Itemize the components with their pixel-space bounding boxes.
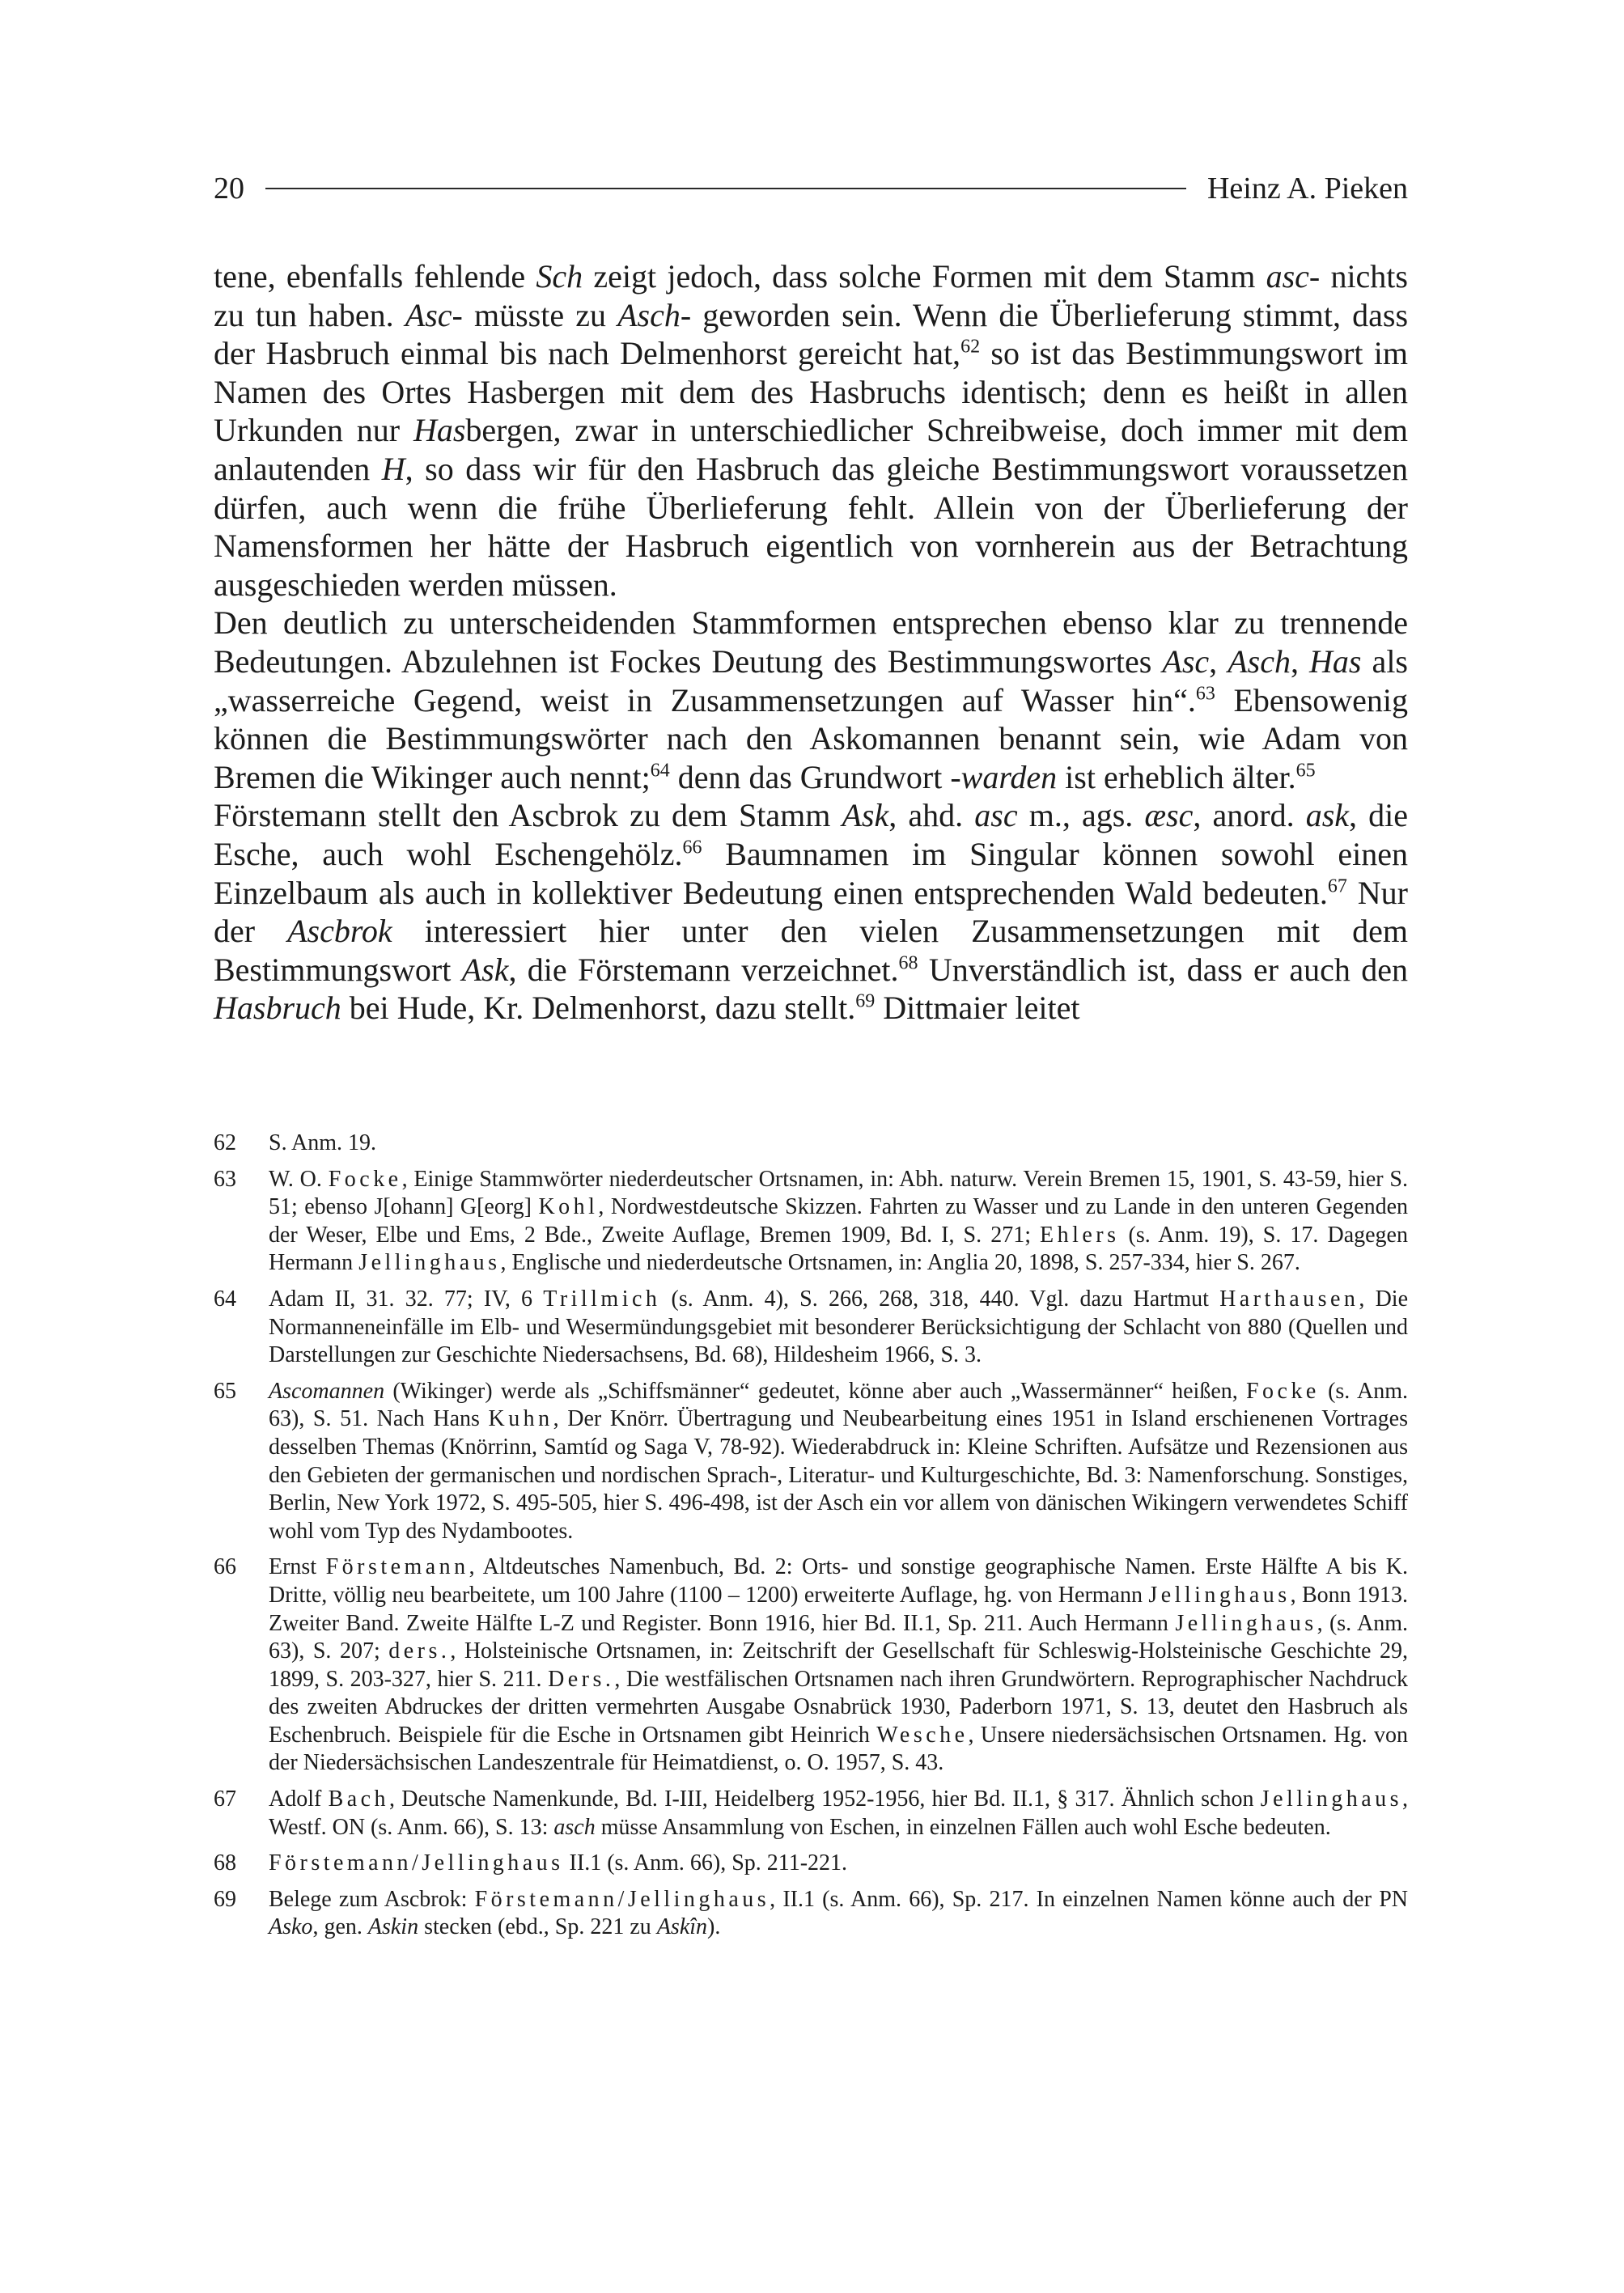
footnote-number: 68 — [214, 1850, 236, 1876]
body-text — [214, 257, 1408, 1028]
body-paragraph: tene, ebenfalls fehlende Sch zeigt jedoch, dass solche Formen mit dem Stamm asc- nichts zu tun haben. Asc- müsste zu Asch- geworden sein. Wenn die Überlieferung stimmt, dass der Hasbruch einmal bis nach Delmenhorst gereicht hat,$^{62}$ so ist das Bestimmungswort im Namen des Ortes Hasbergen mit dem des Hasbruchs identisch; denn es heißt in allen Urkunden nur Hasbergen, zwar in unterschiedlicher Schreibweise, doch immer mit dem anlautenden H, so dass wir für den Hasbruch das gleiche Bestimmungswort voraussetzen dürfen, auch wenn die frühe Überlieferung fehlt. Allein von der Überlieferung der Namensformen her hätte der Hasbruch eigentlich von vornherein aus der Betrachtung ausgeschieden werden müssen. — [214, 258, 1409, 603]
footnote-number: 69 — [214, 1886, 236, 1912]
page-number: 20 — [214, 172, 244, 206]
footnote — [214, 1786, 1408, 1842]
footnote — [214, 1166, 1408, 1278]
footnote-text: Ernst Förstemann, Altdeutsches Namenbuch, Bd. 2: Orts- und sonstige geographische Namen. Erste Hälfte A bis K. Dritte, völlig neu bearbeitete, um 100 Jahre (1100 – 1200) erweiterte Auflage, hg. von Hermann Jellinghaus, Bonn 1913. Zweiter Band. Zweite Hälfte L-Z und Register. Bonn 1916, hier Bd. II.1, Sp. 211. Auch Hermann Jellinghaus, (s. Anm. 63), S. 207; ders., Holsteinische Ortsnamen, in: Zeitschrift der Gesellschaft für Schleswig-Holsteinische Geschichte 29, 1899, S. 203-327, hier S. 211. Ders., Die westfälischen Ortsnamen nach ihren Grundwörtern. Reprographischer Nachdruck des zweiten Abdruckes der dritten vermehrten Ausgabe Osnabrück 1930, Paderborn 1971, S. 13, deutet den Hasbruch als Eschenbruch. Beispiele für die Esche in Ortsnamen gibt Heinrich Wesche, Unsere niedersächsischen Ortsnamen. Hg. von der Niedersächsischen Landeszentrale für Heimatdienst, o. O. 1957, S. 43. — [269, 1554, 1409, 1776]
header-rule — [265, 188, 1186, 189]
running-header — [214, 168, 1408, 209]
footnote — [214, 1886, 1408, 1942]
running-author: Heinz A. Pieken — [1206, 172, 1408, 206]
footnote — [214, 1850, 1408, 1878]
footnote-text: Belege zum Ascbrok: Förstemann/Jellinghaus, II.1 (s. Anm. 66), Sp. 217. In einzelnen Namen könne auch der PN Asko, gen. Askin stecken (ebd., Sp. 221 zu Askîn). — [269, 1886, 1408, 1940]
footnote-number: 63 — [214, 1166, 236, 1192]
footnote — [214, 1130, 1408, 1158]
footnote-number: 62 — [214, 1130, 236, 1155]
footnote-text: Förstemann/Jellinghaus II.1 (s. Anm. 66), Sp. 211-221. — [269, 1850, 848, 1876]
footnote — [214, 1378, 1408, 1546]
body-paragraph: Den deutlich zu unterscheidenden Stammformen entsprechen ebenso klar zu trennende Bedeutungen. Abzulehnen ist Fockes Deutung des Bestimmungswortes Asc, Asch, Has als „wasserreiche Gegend, weist in Zusammensetzungen auf Wasser hin“.$^{63}$ Ebensowenig können die Bestimmungswörter nach den Askomannen benannt sein, wie Adam von Bremen die Wikinger auch nennt;$^{64}$ denn das Grundwort -warden ist erheblich älter.$^{65}$ — [214, 604, 1408, 795]
footnote-number: 67 — [214, 1787, 236, 1812]
footnote-text: Adolf Bach, Deutsche Namenkunde, Bd. I-III, Heidelberg 1952-1956, hier Bd. II.1, § 317. Ähnlich schon Jellinghaus, Westf. ON (s. Anm. 66), S. 13: asch müsse Ansammlung von Eschen, in einzelnen Fällen auch wohl Esche bedeuten. — [269, 1787, 1409, 1840]
footnotes — [214, 1130, 1408, 1950]
footnote-text: S. Anm. 19. — [269, 1130, 377, 1155]
footnote-text: W. O. Focke, Einige Stammwörter niederdeutscher Ortsnamen, in: Abh. naturw. Verein Bremen 15, 1901, S. 43-59, hier S. 51; ebenso J[ohann] G[eorg] Kohl, Nordwestdeutsche Skizzen. Fahrten zu Wasser und zu Lande in den unteren Gegenden der Weser, Elbe und Ems, 2 Bde., Zweite Auflage, Bremen 1909, Bd. I, S. 271; Ehlers (s. Anm. 19), S. 17. Dagegen Hermann Jellinghaus, Englische und niederdeutsche Ortsnamen, in: Anglia 20, 1898, S. 257-334, hier S. 267. — [269, 1166, 1409, 1276]
footnote-text: Adam II, 31. 32. 77; IV, 6 Trillmich (s. Anm. 4), S. 266, 268, 318, 440. Vgl. dazu Hartmut Harthausen, Die Normanneneinfälle im Elb- und Wesermündungsgebiet mit besonderer Berücksichtigung der Schlacht von 880 (Quellen und Darstellungen zur Geschichte Niedersachsens, Bd. 68), Hildesheim 1966, S. 3. — [269, 1286, 1409, 1368]
footnote-number: 65 — [214, 1378, 236, 1404]
footnote — [214, 1553, 1408, 1778]
footnote — [214, 1286, 1408, 1370]
footnote-number: 66 — [214, 1554, 236, 1580]
footnote-text: Ascomannen (Wikinger) werde als „Schiffsmänner“ gedeutet, könne aber auch „Wassermänner“ heißen, Focke (s. Anm. 63), S. 51. Nach Hans Kuhn, Der Knörr. Übertragung und Neubearbeitung eines 1951 in Island erschienenen Vortrages desselben Themas (Knörrinn, Samtíd og Saga V, 78-92). Wiederabdruck in: Kleine Schriften. Aufsätze und Rezensionen aus den Gebieten der germanischen und nordischen Sprach-, Literatur- und Kulturgeschichte, Bd. 3: Namenforschung. Sonstiges, Berlin, New York 1972, S. 495-505, hier S. 496-498, ist der Asch ein vor allem von dänischen Wikingern verwendetes Schiff wohl vom Typ des Nydambootes. — [269, 1378, 1408, 1544]
footnote-number: 64 — [214, 1286, 236, 1312]
body-paragraph: Förstemann stellt den Ascbrok zu dem Stamm Ask, ahd. asc m., ags. æsc, anord. ask, die Esche, auch wohl Eschengehölz.$^{66}$ Baumnamen im Singular können sowohl einen Einzelbaum als auch in kollektiver Bedeutung einen entsprechenden Wald bedeuten.$^{67}$ Nur der Ascbrok interessiert hier unter den vielen Zusammensetzungen mit dem Bestimmungswort Ask, die Förstemann verzeichnet.$^{68}$ Unverständlich ist, dass er auch den Hasbruch bei Hude, Kr. Delmenhorst, dazu stellt.$^{69}$ Dittmaier leitet — [214, 797, 1409, 1027]
